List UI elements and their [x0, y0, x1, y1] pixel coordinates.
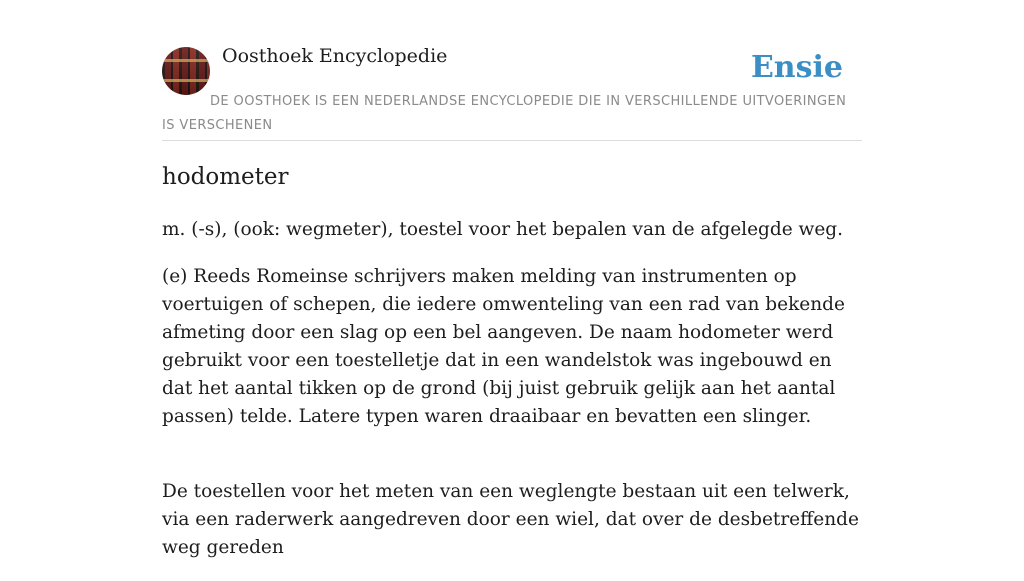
- avatar-band-top: [162, 59, 210, 62]
- entry-content: [162, 216, 862, 581]
- site-tagline: DE OOSTHOEK IS EEN NEDERLANDSE ENCYCLOPEDIE DIE IN VERSCHILLENDE UITVOERINGEN IS VERSCHENEN: [162, 94, 847, 133]
- site-header: [162, 0, 862, 141]
- entry-definition: m. (-s), (ook: wegmeter), toestel voor het bepalen van de afgelegde weg.: [162, 219, 844, 240]
- encyclopedia-avatar-icon[interactable]: [162, 47, 210, 95]
- entry-paragraph-2: De toestellen voor het meten van een weglengte bestaan uit een telwerk, via een raderwerk aangedreven door een wiel, dat over de desbetreffende weg gereden: [162, 481, 859, 558]
- avatar-band-bottom: [162, 79, 210, 82]
- paragraph-spacer: [162, 450, 862, 478]
- ensie-logo-link[interactable]: Ensie: [750, 50, 843, 85]
- page-container: [162, 0, 862, 558]
- entry-paragraph-1: (e) Reeds Romeinse schrijvers maken melding van instrumenten op voertuigen of schepen, die iedere omwenteling van een rad van bekende afmeting door een slag op een bel aangeven. De naam hodometer werd gebruikt voor een toestelletje dat in een wandelstok was ingebouwd en dat het aantal tikken op de grond (bij juist gebruik gelijk aan het aantal passen) telde. Latere typen waren draaibaar en bevatten een slinger.: [162, 266, 845, 427]
- site-name-link[interactable]: Oosthoek Encyclopedie: [222, 45, 448, 67]
- entry-title: hodometer: [162, 164, 289, 190]
